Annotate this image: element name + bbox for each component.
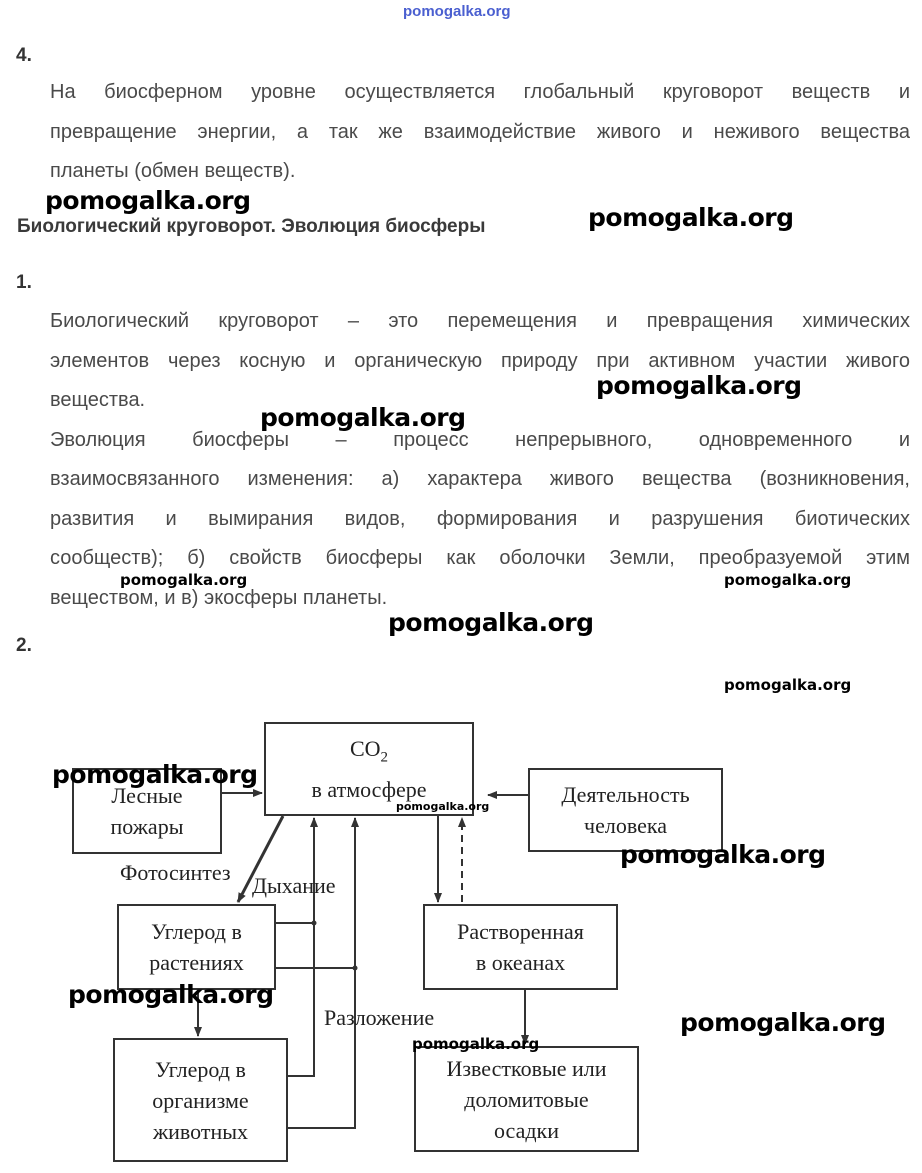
watermark: pomogalka.org (588, 203, 794, 232)
section-heading: Биологический круговорот. Эволюция биосферы (17, 216, 486, 237)
paragraph-line: развития и вымирания видов, формирования и разрушения биотических (50, 507, 910, 530)
arrow-respiration (288, 818, 314, 1076)
junction-dot (353, 966, 358, 971)
paragraph-line: На биосферном уровне осуществляется глобальный круговорот веществ и (50, 81, 910, 103)
box-dissolved-ocean: Растворенная в океанах (423, 904, 618, 990)
paragraph-line: взаимосвязанного изменения: а) характера живого вещества (возникновения, (50, 468, 910, 490)
paragraph-line: веществом, и в) экосферы планеты. (50, 586, 388, 609)
top-watermark: pomogalka.org (403, 3, 511, 20)
paragraph-line: превращение энергии, а так же взаимодействие живого и неживого вещества (50, 120, 910, 143)
paragraph-line: планеты (обмен веществ). (50, 160, 296, 182)
paragraph-line: Биологический круговорот – это перемещения и превращения химических (50, 310, 910, 332)
watermark: pomogalka.org (45, 186, 251, 215)
label-photosynthesis: Фотосинтез (120, 860, 231, 885)
watermark: pomogalka.org (52, 760, 258, 789)
box-sediments: Известковые или доломитовые осадки (414, 1046, 639, 1152)
watermark: pomogalka.org (260, 403, 466, 432)
paragraph-line: элементов через косную и органическую природу при активном участии живого (50, 349, 910, 372)
watermark: pomogalka.org (396, 800, 490, 813)
watermark: pomogalka.org (724, 571, 852, 589)
section-4-number: 4. (16, 45, 32, 66)
paragraph-line: сообществ); б) свойств биосферы как оболочки Земли, преобразуемой этим (50, 547, 910, 569)
watermark: pomogalka.org (120, 571, 248, 589)
section-2-number: 2. (16, 635, 32, 656)
section-1-number: 1. (16, 272, 32, 293)
junction-dot (312, 921, 317, 926)
label-decomposition: Разложение (324, 1005, 435, 1030)
watermark: pomogalka.org (724, 676, 852, 694)
paragraph-line: вещества. (50, 389, 146, 411)
box-forest-fires: Лесные пожары (72, 768, 222, 854)
watermark: pomogalka.org (68, 980, 274, 1009)
watermark: pomogalka.org (412, 1035, 540, 1053)
arrow-decomposition (288, 818, 355, 1128)
watermark: pomogalka.org (680, 1008, 886, 1037)
box-human-activity: Деятельность человека (528, 768, 723, 852)
box-carbon-animals: Углерод в организме животных (113, 1038, 288, 1162)
box-carbon-plants: Углерод в растениях (117, 904, 276, 990)
co2-formula: $CO_2$ (349, 736, 389, 766)
watermark: pomogalka.org (388, 608, 594, 637)
watermark: pomogalka.org (596, 371, 802, 400)
watermark: pomogalka.org (620, 840, 826, 869)
paragraph-line: Эволюция биосферы – процесс непрерывного, одновременного и (50, 428, 910, 451)
co2-atmosphere-label: в атмосфере (311, 776, 427, 802)
label-respiration: Дыхание (252, 873, 336, 898)
